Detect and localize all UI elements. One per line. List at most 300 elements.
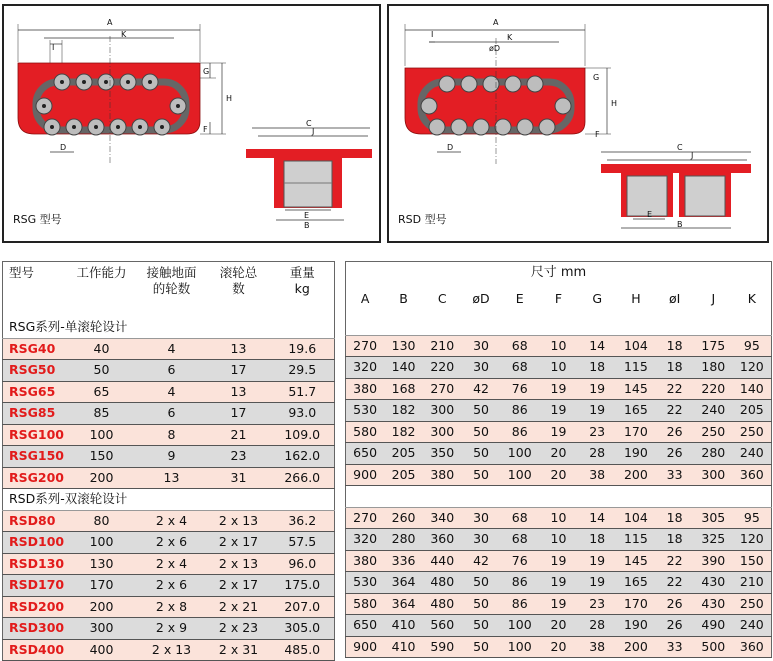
- capacity-cell: 170: [67, 575, 137, 597]
- dim-cell: 590: [423, 636, 462, 658]
- dim-col-header: øD: [462, 284, 501, 314]
- series-spacer: [346, 486, 772, 508]
- dim-cell: 19: [539, 572, 578, 594]
- dim-cell: 410: [384, 636, 423, 658]
- contact-cell: 2 x 13: [137, 639, 207, 661]
- dim-cell: 19: [539, 421, 578, 443]
- dim-cell: 86: [500, 421, 539, 443]
- dim-cell: 210: [423, 335, 462, 357]
- dim-b-label-rsd: B: [677, 220, 683, 229]
- dim-cell: 100: [500, 464, 539, 486]
- dim-col-header: A: [346, 284, 385, 314]
- dim-cell: 360: [733, 464, 772, 486]
- dim-col-header: H: [617, 284, 656, 314]
- contact-cell: 13: [137, 467, 207, 489]
- dim-cell: 320: [346, 357, 385, 379]
- dim-cell: 76: [500, 550, 539, 572]
- model-cell: RSG50: [3, 360, 67, 382]
- dim-cell: 19: [578, 550, 617, 572]
- rollers-cell: 2 x 17: [207, 575, 271, 597]
- weight-cell: 485.0: [271, 639, 335, 661]
- dim-cell: 50: [462, 572, 501, 594]
- weight-cell: 36.2: [271, 510, 335, 532]
- dim-cell: 350: [423, 443, 462, 465]
- table-row: [346, 615, 772, 637]
- capacity-cell: 130: [67, 553, 137, 575]
- rollers-cell: 31: [207, 467, 271, 489]
- dim-cell: 50: [462, 615, 501, 637]
- dim-k-label-rsd: K: [507, 33, 513, 42]
- dim-cell: 42: [462, 378, 501, 400]
- dim-cell: 20: [539, 443, 578, 465]
- dim-cell: 115: [617, 529, 656, 551]
- table-row: [346, 335, 772, 357]
- model-spec-table: [2, 261, 335, 661]
- dim-cell: 270: [423, 378, 462, 400]
- contact-cell: 2 x 8: [137, 596, 207, 618]
- contact-cell: 2 x 4: [137, 553, 207, 575]
- contact-cell: 2 x 6: [137, 532, 207, 554]
- model-cell: RSG85: [3, 403, 67, 425]
- dim-cell: 205: [384, 464, 423, 486]
- dim-e-label-rsd: E: [647, 210, 653, 219]
- dim-cell: 220: [694, 378, 733, 400]
- model-cell: RSD130: [3, 553, 67, 575]
- weight-cell: 207.0: [271, 596, 335, 618]
- dim-cell: 19: [539, 550, 578, 572]
- dim-cell: 364: [384, 593, 423, 615]
- rollers-cell: 13: [207, 381, 271, 403]
- dim-od-label: øD: [489, 44, 501, 53]
- contact-cell: 6: [137, 403, 207, 425]
- series-label: RSD系列-双滚轮设计: [3, 489, 335, 511]
- dim-cell: 50: [462, 593, 501, 615]
- dim-cell: 205: [733, 400, 772, 422]
- col-model: 型号: [3, 262, 67, 318]
- dim-cell: 250: [733, 593, 772, 615]
- contact-cell: 6: [137, 360, 207, 382]
- dim-cell: 260: [384, 507, 423, 529]
- dim-cell: 170: [617, 421, 656, 443]
- contact-cell: 4: [137, 338, 207, 360]
- table-row: [346, 572, 772, 594]
- dim-cell: 86: [500, 400, 539, 422]
- table-row: [3, 575, 335, 597]
- dim-cell: 76: [500, 378, 539, 400]
- dim-cell: 19: [539, 378, 578, 400]
- dim-cell: 580: [346, 421, 385, 443]
- dim-cell: 30: [462, 529, 501, 551]
- model-cell: RSG150: [3, 446, 67, 468]
- dim-cell: 480: [423, 572, 462, 594]
- dim-col-header: J: [694, 284, 733, 314]
- dim-cell: 22: [655, 572, 694, 594]
- table-row: [3, 360, 335, 382]
- rsd-panel-label: RSD 型号: [398, 213, 447, 226]
- dim-cell: 300: [423, 421, 462, 443]
- dim-cell: 14: [578, 335, 617, 357]
- dim-col-header: K: [733, 284, 772, 314]
- dim-cell: 19: [578, 378, 617, 400]
- dim-cell: 360: [423, 529, 462, 551]
- rollers-cell: 2 x 23: [207, 618, 271, 640]
- dim-cell: 20: [539, 615, 578, 637]
- dim-cell: 100: [500, 636, 539, 658]
- capacity-cell: 80: [67, 510, 137, 532]
- dim-col-header: øI: [655, 284, 694, 314]
- col-contact: 接触地面 的轮数: [137, 262, 207, 318]
- series-label: RSG系列-单滚轮设计: [3, 317, 335, 338]
- dim-cell: 95: [733, 335, 772, 357]
- dim-cell: 240: [694, 400, 733, 422]
- dim-cell: 68: [500, 357, 539, 379]
- dim-cell: 320: [346, 529, 385, 551]
- rollers-cell: 2 x 21: [207, 596, 271, 618]
- model-cell: RSD400: [3, 639, 67, 661]
- dim-cell: 182: [384, 421, 423, 443]
- table-row: [346, 529, 772, 551]
- dim-f-label-rsd: F: [595, 130, 600, 139]
- table-row: [3, 424, 335, 446]
- dim-cell: 30: [462, 507, 501, 529]
- contact-cell: 2 x 6: [137, 575, 207, 597]
- model-cell: RSD300: [3, 618, 67, 640]
- dim-cell: 26: [655, 421, 694, 443]
- dim-i-label-rsd: I: [431, 30, 434, 39]
- dim-cell: 68: [500, 529, 539, 551]
- dim-cell: 38: [578, 636, 617, 658]
- dim-cell: 280: [694, 443, 733, 465]
- dim-cell: 270: [346, 335, 385, 357]
- model-cell: RSD80: [3, 510, 67, 532]
- dim-cell: 26: [655, 443, 694, 465]
- dim-cell: 10: [539, 507, 578, 529]
- model-cell: RSG200: [3, 467, 67, 489]
- dim-cell: 22: [655, 550, 694, 572]
- dim-cell: 120: [733, 529, 772, 551]
- dim-cell: 22: [655, 400, 694, 422]
- weight-cell: 29.5: [271, 360, 335, 382]
- rsd-drawing: [389, 6, 767, 241]
- weight-cell: 19.6: [271, 338, 335, 360]
- rollers-cell: 21: [207, 424, 271, 446]
- dim-cell: 95: [733, 507, 772, 529]
- dim-cell: 490: [694, 615, 733, 637]
- dim-cell: 300: [694, 464, 733, 486]
- dim-cell: 50: [462, 636, 501, 658]
- rollers-cell: 2 x 17: [207, 532, 271, 554]
- dim-cell: 140: [733, 378, 772, 400]
- rsg-drawing: [4, 6, 379, 241]
- dim-cell: 19: [539, 593, 578, 615]
- dim-cell: 104: [617, 335, 656, 357]
- dim-col-header: B: [384, 284, 423, 314]
- dim-cell: 18: [655, 335, 694, 357]
- capacity-cell: 300: [67, 618, 137, 640]
- table-row: [3, 596, 335, 618]
- weight-cell: 96.0: [271, 553, 335, 575]
- table-row: [346, 636, 772, 658]
- dim-cell: 14: [578, 507, 617, 529]
- dim-a-label: A: [107, 18, 113, 27]
- dim-cell: 10: [539, 357, 578, 379]
- table-row: [3, 338, 335, 360]
- dim-cell: 165: [617, 400, 656, 422]
- dim-cell: 30: [462, 357, 501, 379]
- dim-cell: 28: [578, 443, 617, 465]
- table-row: [346, 400, 772, 422]
- dim-cell: 300: [423, 400, 462, 422]
- rollers-cell: 2 x 13: [207, 510, 271, 532]
- dim-b-label: B: [304, 221, 310, 230]
- dim-cell: 205: [384, 443, 423, 465]
- dim-cell: 150: [733, 550, 772, 572]
- dim-cell: 336: [384, 550, 423, 572]
- dim-cell: 18: [578, 529, 617, 551]
- dim-cell: 430: [694, 593, 733, 615]
- table-row: [346, 550, 772, 572]
- dim-cell: 380: [346, 378, 385, 400]
- table-row: [3, 446, 335, 468]
- dim-d-label: D: [60, 143, 67, 152]
- dim-i-label: I: [52, 43, 55, 52]
- dim-cell: 168: [384, 378, 423, 400]
- rollers-cell: 2 x 13: [207, 553, 271, 575]
- dim-cell: 19: [578, 572, 617, 594]
- dim-j-label-rsd: J: [691, 151, 694, 160]
- rollers-cell: 23: [207, 446, 271, 468]
- col-rollers: 滚轮总 数: [207, 262, 271, 318]
- dim-h-label: H: [226, 94, 233, 103]
- table-row: [346, 507, 772, 529]
- dim-cell: 19: [578, 400, 617, 422]
- table-row: [3, 467, 335, 489]
- dim-cell: 530: [346, 400, 385, 422]
- dim-cell: 650: [346, 443, 385, 465]
- series-spacer: [346, 314, 772, 335]
- capacity-cell: 85: [67, 403, 137, 425]
- dim-cell: 10: [539, 529, 578, 551]
- dim-cell: 182: [384, 400, 423, 422]
- capacity-cell: 100: [67, 424, 137, 446]
- dim-col-header: E: [500, 284, 539, 314]
- table-row: [3, 510, 335, 532]
- table-row: [3, 381, 335, 403]
- dim-cell: 380: [423, 464, 462, 486]
- dim-cell: 240: [733, 443, 772, 465]
- dim-cell: 30: [462, 335, 501, 357]
- dim-cell: 19: [539, 400, 578, 422]
- dim-cell: 480: [423, 593, 462, 615]
- dim-col-header: F: [539, 284, 578, 314]
- contact-cell: 2 x 9: [137, 618, 207, 640]
- dim-cell: 26: [655, 615, 694, 637]
- dim-cell: 250: [733, 421, 772, 443]
- model-cell: RSG100: [3, 424, 67, 446]
- dim-cell: 165: [617, 572, 656, 594]
- table-row: [3, 618, 335, 640]
- dim-cell: 560: [423, 615, 462, 637]
- dim-cell: 104: [617, 507, 656, 529]
- dim-cell: 22: [655, 378, 694, 400]
- table-row: [3, 403, 335, 425]
- model-cell: RSG65: [3, 381, 67, 403]
- dim-cell: 26: [655, 593, 694, 615]
- dim-cell: 360: [733, 636, 772, 658]
- dim-col-header: G: [578, 284, 617, 314]
- dim-cell: 18: [655, 507, 694, 529]
- dim-cell: 580: [346, 593, 385, 615]
- dim-cell: 240: [733, 615, 772, 637]
- col-weight: 重量 kg: [271, 262, 335, 318]
- dim-k-label: K: [121, 30, 127, 39]
- rollers-cell: 17: [207, 360, 271, 382]
- dim-cell: 900: [346, 464, 385, 486]
- table-row: [3, 532, 335, 554]
- dim-cell: 280: [384, 529, 423, 551]
- dim-cell: 180: [694, 357, 733, 379]
- table-row: [346, 464, 772, 486]
- rsg-diagram-panel: [2, 4, 381, 243]
- dim-cell: 28: [578, 615, 617, 637]
- dim-cell: 18: [655, 529, 694, 551]
- weight-cell: 305.0: [271, 618, 335, 640]
- table-row: [346, 357, 772, 379]
- dim-c-label: C: [306, 119, 312, 128]
- contact-cell: 4: [137, 381, 207, 403]
- weight-cell: 162.0: [271, 446, 335, 468]
- dim-cell: 210: [733, 572, 772, 594]
- dim-cell: 364: [384, 572, 423, 594]
- rollers-cell: 17: [207, 403, 271, 425]
- dim-d-label-rsd: D: [447, 143, 454, 152]
- rollers-cell: 2 x 31: [207, 639, 271, 661]
- rsg-panel-label: RSG 型号: [13, 213, 62, 226]
- dim-cell: 305: [694, 507, 733, 529]
- contact-cell: 8: [137, 424, 207, 446]
- weight-cell: 93.0: [271, 403, 335, 425]
- dim-cell: 430: [694, 572, 733, 594]
- dim-cell: 42: [462, 550, 501, 572]
- dim-cell: 325: [694, 529, 733, 551]
- dim-cell: 18: [655, 357, 694, 379]
- dim-cell: 270: [346, 507, 385, 529]
- dim-col-header: C: [423, 284, 462, 314]
- dim-cell: 100: [500, 443, 539, 465]
- dim-cell: 650: [346, 615, 385, 637]
- dim-cell: 86: [500, 593, 539, 615]
- dim-cell: 86: [500, 572, 539, 594]
- dim-cell: 145: [617, 378, 656, 400]
- weight-cell: 109.0: [271, 424, 335, 446]
- dim-c-label-rsd: C: [677, 143, 683, 152]
- rollers-cell: 13: [207, 338, 271, 360]
- dim-j-label: J: [312, 127, 315, 136]
- dim-cell: 410: [384, 615, 423, 637]
- dim-cell: 190: [617, 615, 656, 637]
- model-cell: RSD200: [3, 596, 67, 618]
- table-row: [346, 593, 772, 615]
- table-row: [346, 443, 772, 465]
- dim-cell: 500: [694, 636, 733, 658]
- table-row: [3, 553, 335, 575]
- dim-g-label: G: [203, 67, 210, 76]
- dim-cell: 380: [346, 550, 385, 572]
- dimension-table: [345, 261, 772, 658]
- contact-cell: 2 x 4: [137, 510, 207, 532]
- dim-cell: 200: [617, 464, 656, 486]
- dim-cell: 220: [423, 357, 462, 379]
- weight-cell: 57.5: [271, 532, 335, 554]
- weight-cell: 266.0: [271, 467, 335, 489]
- dim-cell: 140: [384, 357, 423, 379]
- dim-cell: 23: [578, 421, 617, 443]
- table-row: [346, 421, 772, 443]
- dim-cell: 50: [462, 400, 501, 422]
- dim-cell: 900: [346, 636, 385, 658]
- weight-cell: 175.0: [271, 575, 335, 597]
- dim-cell: 38: [578, 464, 617, 486]
- dim-g-label-rsd: G: [593, 73, 600, 82]
- table-row: [3, 639, 335, 661]
- dim-cell: 33: [655, 636, 694, 658]
- dim-cell: 115: [617, 357, 656, 379]
- dim-cell: 170: [617, 593, 656, 615]
- dim-cell: 50: [462, 421, 501, 443]
- capacity-cell: 50: [67, 360, 137, 382]
- dim-cell: 33: [655, 464, 694, 486]
- weight-cell: 51.7: [271, 381, 335, 403]
- dim-cell: 200: [617, 636, 656, 658]
- dim-e-label: E: [304, 211, 310, 220]
- dim-cell: 100: [500, 615, 539, 637]
- dim-cell: 68: [500, 335, 539, 357]
- dim-cell: 390: [694, 550, 733, 572]
- dim-cell: 50: [462, 464, 501, 486]
- dim-h-label-rsd: H: [611, 99, 618, 108]
- capacity-cell: 40: [67, 338, 137, 360]
- dim-cell: 250: [694, 421, 733, 443]
- dim-cell: 130: [384, 335, 423, 357]
- dim-cell: 340: [423, 507, 462, 529]
- dim-cell: 20: [539, 636, 578, 658]
- dim-cell: 10: [539, 335, 578, 357]
- dim-f-label: F: [203, 125, 208, 134]
- capacity-cell: 200: [67, 596, 137, 618]
- capacity-cell: 400: [67, 639, 137, 661]
- model-cell: RSD170: [3, 575, 67, 597]
- dim-cell: 68: [500, 507, 539, 529]
- dim-cell: 50: [462, 443, 501, 465]
- model-cell: RSD100: [3, 532, 67, 554]
- dim-cell: 18: [578, 357, 617, 379]
- dim-cell: 20: [539, 464, 578, 486]
- dim-cell: 175: [694, 335, 733, 357]
- capacity-cell: 200: [67, 467, 137, 489]
- dim-a-label-rsd: A: [493, 18, 499, 27]
- model-cell: RSG40: [3, 338, 67, 360]
- dim-cell: 145: [617, 550, 656, 572]
- rsd-diagram-panel: [387, 4, 769, 243]
- capacity-cell: 65: [67, 381, 137, 403]
- capacity-cell: 150: [67, 446, 137, 468]
- dim-cell: 190: [617, 443, 656, 465]
- table-row: [346, 378, 772, 400]
- col-capacity: 工作能力: [67, 262, 137, 318]
- dims-title: 尺寸 mm: [346, 262, 772, 285]
- dim-cell: 23: [578, 593, 617, 615]
- contact-cell: 9: [137, 446, 207, 468]
